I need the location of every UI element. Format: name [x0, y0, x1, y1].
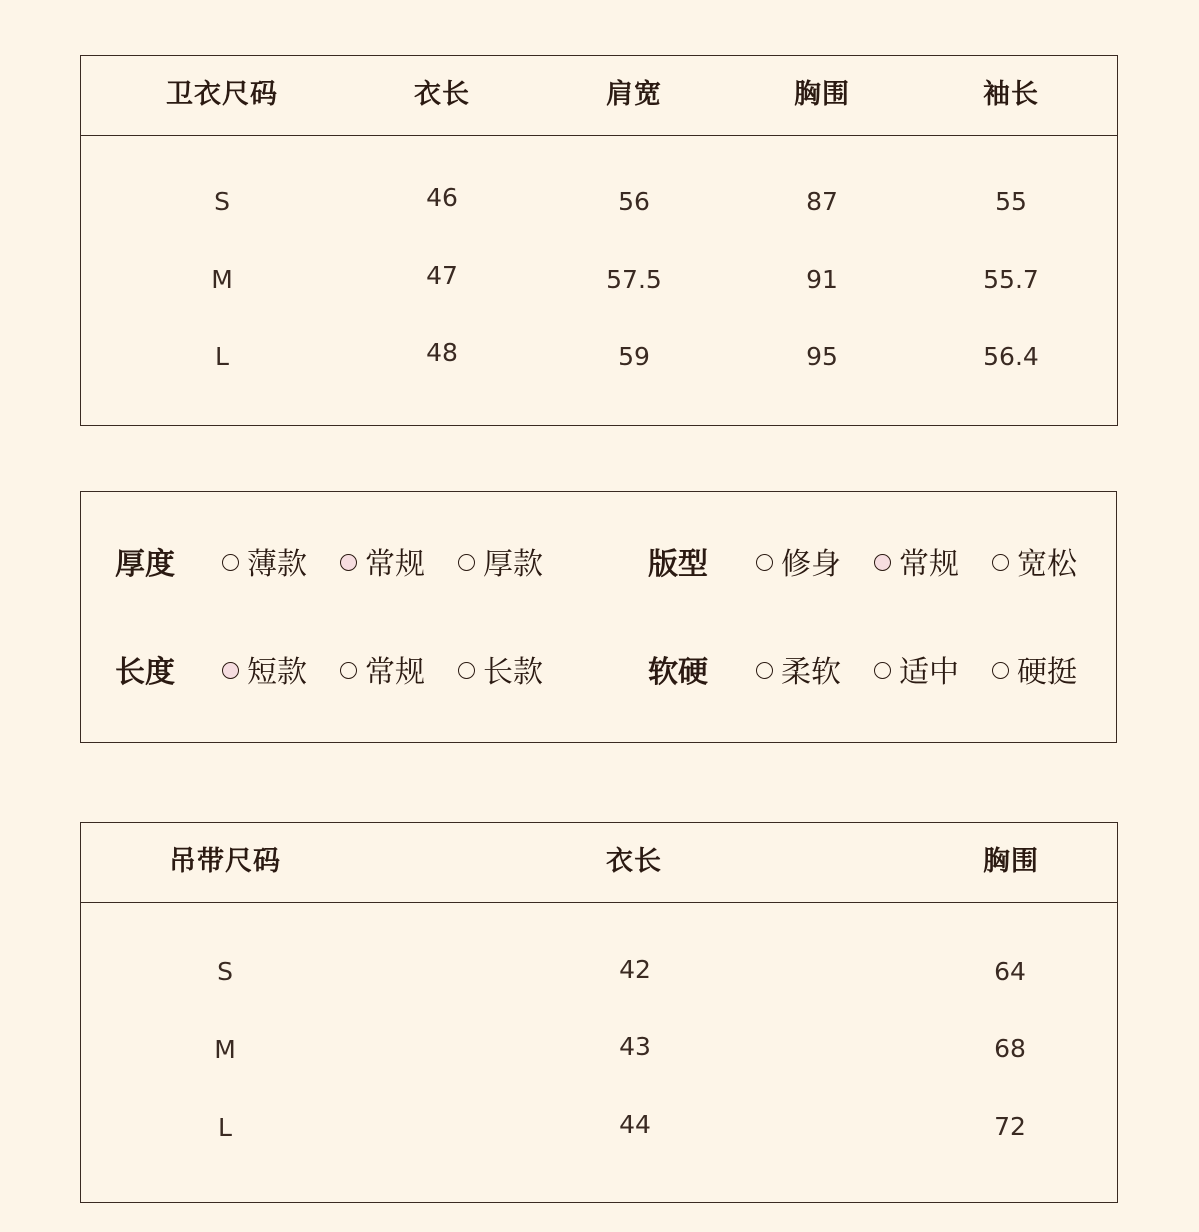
table-cell: 47: [426, 261, 458, 290]
header-length: 衣长: [414, 79, 470, 110]
header-sleeve: 袖长: [983, 79, 1039, 110]
option-label: 常规: [899, 547, 959, 582]
table-cell: 87: [806, 187, 838, 216]
header-shoulder: 肩宽: [606, 79, 662, 110]
option-loose[interactable]: [992, 548, 1077, 582]
option-label: 薄款: [247, 547, 307, 582]
option-label: 短款: [247, 655, 307, 690]
table-cell: 64: [994, 957, 1026, 986]
header-chest: 胸围: [794, 79, 850, 110]
table-cell: 56.4: [983, 342, 1039, 371]
hoodie-size-table: [80, 55, 1118, 426]
radio-icon[interactable]: [458, 554, 475, 571]
table-cell: 68: [994, 1034, 1026, 1063]
radio-icon[interactable]: [756, 662, 773, 679]
table-cell: 42: [619, 955, 651, 984]
header-size: 卫衣尺码: [166, 79, 278, 110]
table-cell: 57.5: [606, 265, 662, 294]
table-cell: 95: [806, 342, 838, 371]
attributes-panel: [80, 491, 1117, 743]
option-long[interactable]: [458, 656, 543, 690]
option-label: 厚款: [483, 547, 543, 582]
option-label: 硬挺: [1017, 655, 1077, 690]
option-regular-length[interactable]: [340, 656, 425, 690]
table-cell: 48: [426, 338, 458, 367]
option-label: 宽松: [1017, 547, 1077, 582]
option-label: 柔软: [781, 655, 841, 690]
radio-icon[interactable]: [992, 662, 1009, 679]
table-cell: M: [211, 265, 233, 294]
attr-label-thickness: 厚度: [115, 547, 175, 582]
table-cell: S: [217, 957, 233, 986]
option-short[interactable]: [222, 656, 307, 690]
option-medium[interactable]: [874, 656, 959, 690]
table-cell: 43: [619, 1032, 651, 1061]
header-chest: 胸围: [983, 846, 1039, 877]
table-cell: M: [214, 1035, 236, 1064]
camisole-table-header: [81, 823, 1117, 903]
option-label: 修身: [781, 547, 841, 582]
option-label: 常规: [365, 547, 425, 582]
radio-icon[interactable]: [340, 662, 357, 679]
radio-selected-icon[interactable]: [340, 554, 357, 571]
option-stiff[interactable]: [992, 656, 1077, 690]
radio-selected-icon[interactable]: [874, 554, 891, 571]
attr-label-fit: 版型: [648, 547, 708, 582]
radio-icon[interactable]: [458, 662, 475, 679]
table-cell: 55.7: [983, 265, 1039, 294]
attr-label-softness: 软硬: [648, 655, 708, 690]
table-cell: L: [215, 342, 229, 371]
table-cell: 72: [994, 1112, 1026, 1141]
table-cell: 55: [995, 187, 1027, 216]
option-soft[interactable]: [756, 656, 841, 690]
radio-icon[interactable]: [756, 554, 773, 571]
hoodie-table-header: [81, 56, 1117, 136]
header-length: 衣长: [606, 846, 662, 877]
option-label: 长款: [483, 655, 543, 690]
option-label: 常规: [365, 655, 425, 690]
table-cell: S: [214, 187, 230, 216]
table-cell: L: [218, 1113, 232, 1142]
radio-icon[interactable]: [992, 554, 1009, 571]
header-size: 吊带尺码: [169, 846, 281, 877]
option-regular-fit[interactable]: [874, 548, 959, 582]
radio-selected-icon[interactable]: [222, 662, 239, 679]
camisole-size-table: [80, 822, 1118, 1203]
option-thin[interactable]: [222, 548, 307, 582]
table-cell: 91: [806, 265, 838, 294]
table-cell: 46: [426, 183, 458, 212]
table-cell: 56: [618, 187, 650, 216]
table-cell: 44: [619, 1110, 651, 1139]
attr-label-length: 长度: [115, 655, 175, 690]
radio-icon[interactable]: [222, 554, 239, 571]
option-regular[interactable]: [340, 548, 425, 582]
option-label: 适中: [899, 655, 959, 690]
radio-icon[interactable]: [874, 662, 891, 679]
option-slim[interactable]: [756, 548, 841, 582]
table-cell: 59: [618, 342, 650, 371]
option-thick[interactable]: [458, 548, 543, 582]
